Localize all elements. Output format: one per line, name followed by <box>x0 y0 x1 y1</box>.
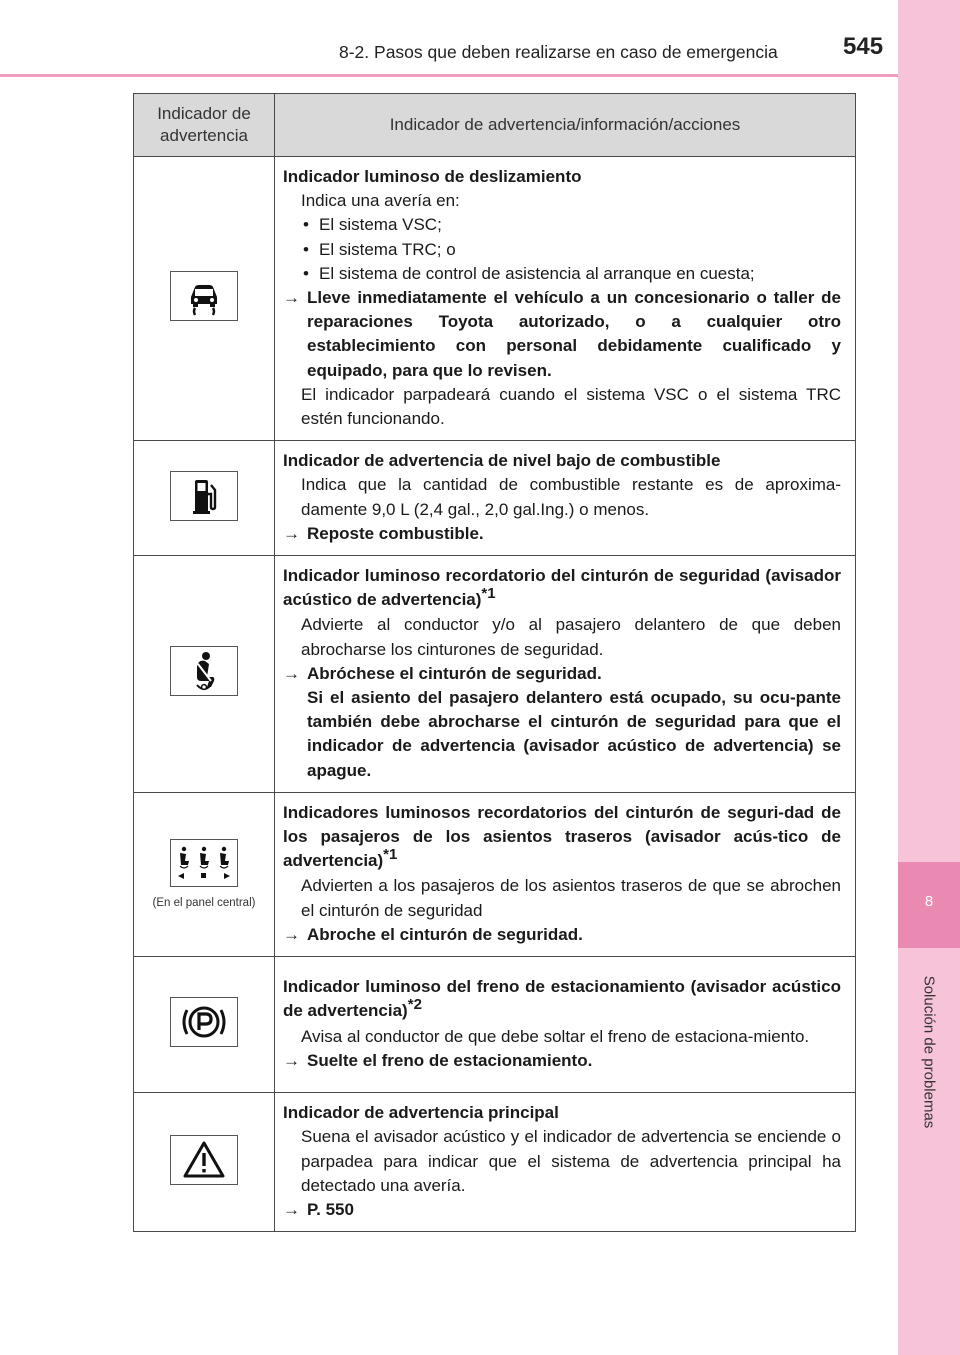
table-row <box>134 1093 856 1232</box>
table-row <box>134 792 856 956</box>
indicator-action: → Abróchese el cinturón de seguridad. <box>283 662 841 686</box>
warning-indicator-table <box>133 93 856 1232</box>
icon-cell <box>134 441 275 556</box>
table-row <box>134 441 856 556</box>
page-reference-link[interactable]: → P. 550 <box>283 1198 841 1222</box>
indicator-note: El indicador parpadeará cuando el sistema VSC o el sistema TRC estén funcionando. <box>301 384 841 429</box>
indicator-title: Indicador luminoso recordatorio del cinturón de seguridad (avisador acústico de advertencia)$^{*1}$ <box>283 566 841 610</box>
icon-cell <box>134 1093 275 1232</box>
indicator-title: Indicador de advertencia principal <box>283 1103 559 1123</box>
page-number: 545 <box>843 33 884 60</box>
indicator-action: → Lleve inmediatamente el vehículo a un concesionario o taller de reparaciones Toyota autorizado, o a cualquier otro establecimiento con personal debidamente cualificado y equipado, para que lo revisen. <box>283 288 841 380</box>
chapter-sidebar <box>898 0 960 1355</box>
indicator-desc: Advierte al conductor y/o al pasajero delantero de que deben abrocharse los cinturones de seguridad. <box>301 615 841 659</box>
list-item: • El sistema TRC; o <box>303 239 456 259</box>
info-cell <box>275 957 856 1093</box>
indicator-action: → Reposte combustible. <box>283 522 841 546</box>
info-cell <box>275 792 856 956</box>
icon-cell <box>134 556 275 793</box>
footnote-ref: *2 <box>407 996 422 1014</box>
arrow-icon: → <box>283 523 300 543</box>
indicator-action: → Suelte el freno de estacionamiento. <box>283 1049 841 1073</box>
table-row <box>134 556 856 793</box>
info-cell <box>275 1093 856 1232</box>
arrow-icon: → <box>283 663 300 683</box>
table-row <box>134 157 856 441</box>
info-cell <box>275 556 856 793</box>
indicator-action-detail: Si el asiento del pasajero delantero está ocupado, su ocu-pante también debe abrocharse el cinturón de seguridad para que el indicador de advertencia (avisador acústico de advertencia) se apague. <box>307 688 841 780</box>
section-title: 8-2. Pasos que deben realizarse en caso de emergencia <box>339 42 778 62</box>
indicator-title: Indicadores luminosos recordatorios del cinturón de seguri-dad de los pasajeros de los asientos traseros (avisador acús-tico de advertencia)$^{*1}$ <box>283 802 841 871</box>
indicator-desc: Suena el avisador acústico y el indicador de advertencia se enciende o parpadea para indicar que el sistema de advertencia principal ha detectado una avería. <box>301 1127 841 1195</box>
seatbelt-icon <box>170 646 238 696</box>
indicator-title: Indicador de advertencia de nivel bajo de combustible <box>283 451 721 471</box>
parking-brake-icon <box>170 997 238 1047</box>
footnote-ref: *1 <box>481 585 496 603</box>
indicator-action: → Abroche el cinturón de seguridad. <box>283 923 841 947</box>
chapter-number: 8 <box>924 893 934 910</box>
icon-cell <box>134 157 275 441</box>
icon-cell <box>134 957 275 1093</box>
footnote-ref: *1 <box>383 846 398 864</box>
icon-caption: (En el panel central) <box>152 897 256 910</box>
info-cell <box>275 157 856 441</box>
indicator-desc: Indica que la cantidad de combustible restante es de aproxima-damente 9,0 L (2,4 gal., 2,0 gal.Ing.) o menos. <box>301 475 841 519</box>
arrow-icon: → <box>283 1050 300 1070</box>
col-header-info: Indicador de advertencia/información/acciones <box>275 94 856 157</box>
info-cell <box>275 441 856 556</box>
table-header-row <box>134 94 856 157</box>
fuel-pump-icon <box>170 471 238 521</box>
slip-indicator-icon <box>170 271 238 321</box>
master-warning-icon <box>170 1135 238 1185</box>
indicator-title: Indicador luminoso de deslizamiento <box>283 167 582 186</box>
arrow-icon: → <box>283 1199 300 1219</box>
list-item: • El sistema VSC; <box>303 215 442 235</box>
header-rule <box>0 74 898 77</box>
indicator-title: Indicador luminoso del freno de estacionamiento (avisador acústico de advertencia)$^{*2}$ <box>283 977 841 1021</box>
table-row <box>134 957 856 1093</box>
list-item: • El sistema de control de asistencia al arranque en cuesta; <box>303 263 755 283</box>
col-header-indicator: Indicador de advertencia <box>134 94 275 157</box>
indicator-desc: Indica una avería en: <box>301 191 460 211</box>
indicator-desc: Advierten a los pasajeros de los asientos traseros de que se abrochen el cinturón de seguridad <box>301 876 841 920</box>
chapter-title: Solución de problemas <box>920 975 938 1129</box>
icon-cell <box>134 792 275 956</box>
indicator-desc: Avisa al conductor de que debe soltar el freno de estaciona-miento. <box>301 1026 810 1046</box>
rear-seatbelt-icon <box>170 839 238 887</box>
arrow-icon: → <box>283 288 300 308</box>
arrow-icon: → <box>283 924 300 944</box>
